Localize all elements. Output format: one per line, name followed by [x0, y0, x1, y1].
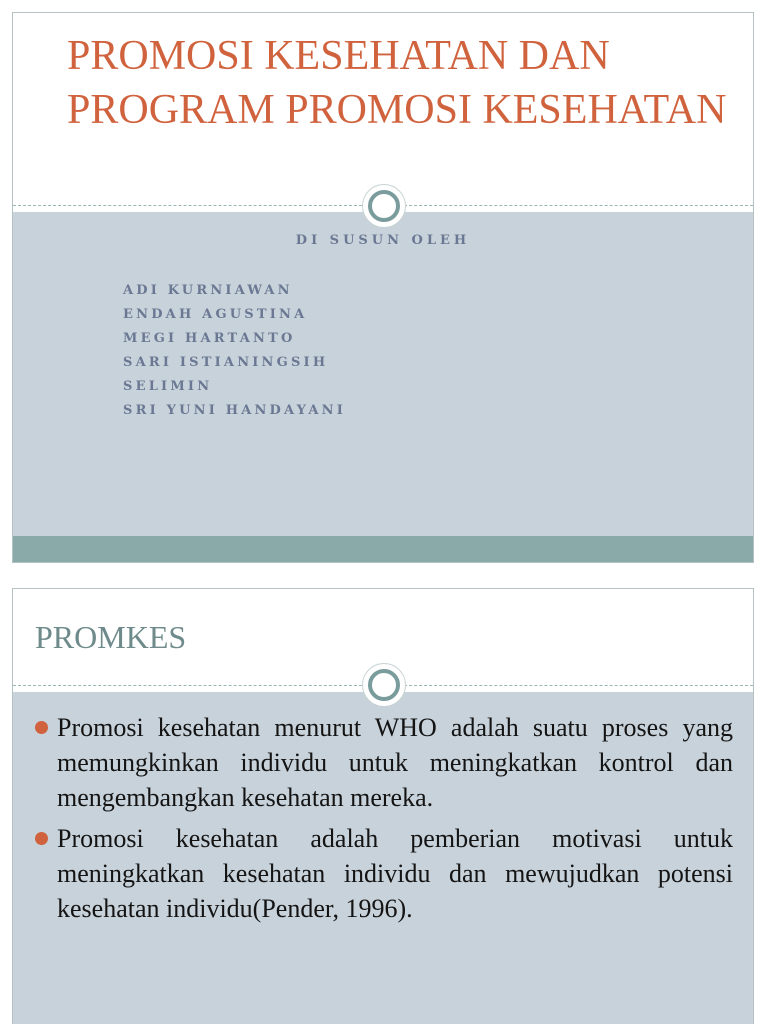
list-item: [35, 821, 733, 926]
list-item: [35, 710, 733, 815]
author-name: MEGI HARTANTO: [123, 331, 296, 346]
title-area: [13, 13, 753, 205]
bullet-text: Promosi kesehatan menurut WHO adalah suatu proses yang memungkinkan individu untuk meningkatkan kontrol dan mengembangkan kesehatan mereka.: [57, 713, 733, 812]
slide-title: PROMKES: [35, 619, 187, 655]
author-list: [123, 279, 346, 423]
author-name: SELIMIN: [123, 379, 213, 394]
author-name: ADI KURNIAWAN: [123, 283, 293, 298]
slide-title: [12, 12, 754, 563]
byline: DI SUSUN OLEH: [295, 233, 471, 248]
footer-band: [13, 536, 753, 562]
author-name: SARI ISTIANINGSIH: [123, 355, 329, 370]
presentation-title: PROMOSI KESEHATAN DAN PROGRAM PROMOSI KESEHATAN: [67, 33, 727, 133]
bullet-text: Promosi kesehatan adalah pemberian motivasi untuk meningkatkan kesehatan individu dan mewujudkan potensi kesehatan individu(Pender, 1996).: [57, 824, 733, 923]
author-name: ENDAH AGUSTINA: [123, 307, 308, 322]
slide-promkes: [12, 588, 754, 1024]
ring-ornament-icon: [363, 664, 405, 706]
bullet-dot-icon: [35, 721, 48, 734]
bullet-dot-icon: [35, 832, 48, 845]
bullet-list: [35, 710, 733, 932]
author-name: SRI YUNI HANDAYANI: [123, 403, 346, 418]
ring-ornament-icon: [363, 185, 405, 227]
